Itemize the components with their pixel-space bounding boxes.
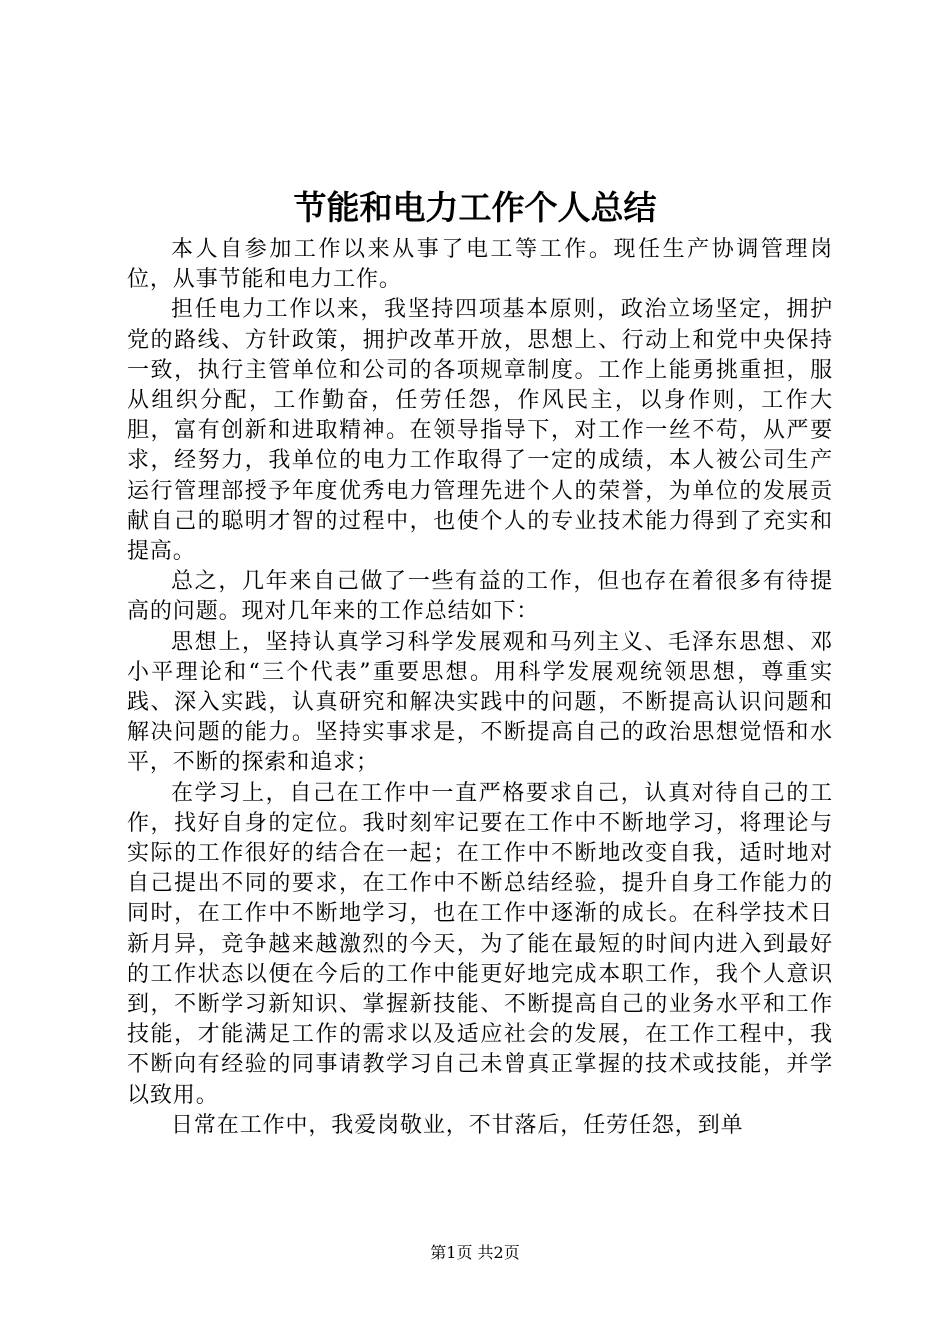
document-title: 节能和电力工作个人总结 (293, 188, 657, 227)
paragraph-ideology: 思想上，坚持认真学习科学发展观和马列主义、毛泽东思想、邓小平理论和“三个代表”重要思想。用科学发展观统领思想，尊重实践、深入实践，认真研究和解决实践中的问题，不断提高认识问题和解决问题的能力。坚持实事求是，不断提高自己的政治思想觉悟和水平，不断的探索和追求； (127, 629, 833, 776)
paragraph-summary-lead: 总之，几年来自己做了一些有益的工作，但也存在着很多有待提高的问题。现对几年来的工作总结如下： (127, 569, 833, 625)
paragraph-study: 在学习上，自己在工作中一直严格要求自己，认真对待自己的工作，找好自身的定位。我时刻牢记要在工作中不断地学习，将理论与实际的工作很好的结合在一起；在工作中不断地改变自我，适时地对自己提出不同的要求，在工作中不断总结经验，提升自身工作能力的同时，在工作中不断地学习，也在工作中逐渐的成长。在科学技术日新月异，竞争越来越激烈的今天，为了能在最短的时间内进入到最好的工作状态以便在今后的工作中能更好地完成本职工作，我个人意识到，不断学习新知识、掌握新技能、不断提高自己的业务水平和工作技能，才能满足工作的需求以及适应社会的发展，在工作工程中，我不断向有经验的同事请教学习自己未曾真正掌握的技术或技能，并学以致用。 (127, 780, 833, 1108)
paragraph-intro: 本人自参加工作以来从事了电工等工作。现任生产协调管理岗位，从事节能和电力工作。 (127, 237, 833, 293)
document-body (127, 235, 833, 1141)
page-footer: 第1页 共2页 (430, 1243, 520, 1262)
paragraph-daily-work: 日常在工作中，我爱岗敬业，不甘落后，任劳任怨，到单 (171, 1112, 744, 1138)
paragraph-work-principles: 担任电力工作以来，我坚持四项基本原则，政治立场坚定，拥护党的路线、方针政策，拥护改革开放，思想上、行动上和党中央保持一致，执行主管单位和公司的各项规章制度。工作上能勇挑重担，服从组织分配，工作勤奋，任劳任怨，作风民主，以身作则，工作大胆，富有创新和进取精神。在领导指导下，对工作一丝不苟，从严要求，经努力，我单位的电力工作取得了一定的成绩，本人被公司生产运行管理部授予年度优秀电力管理先进个人的荣誉，为单位的发展贡献自己的聪明才智的过程中，也使个人的专业技术能力得到了充实和提高。 (127, 297, 833, 565)
